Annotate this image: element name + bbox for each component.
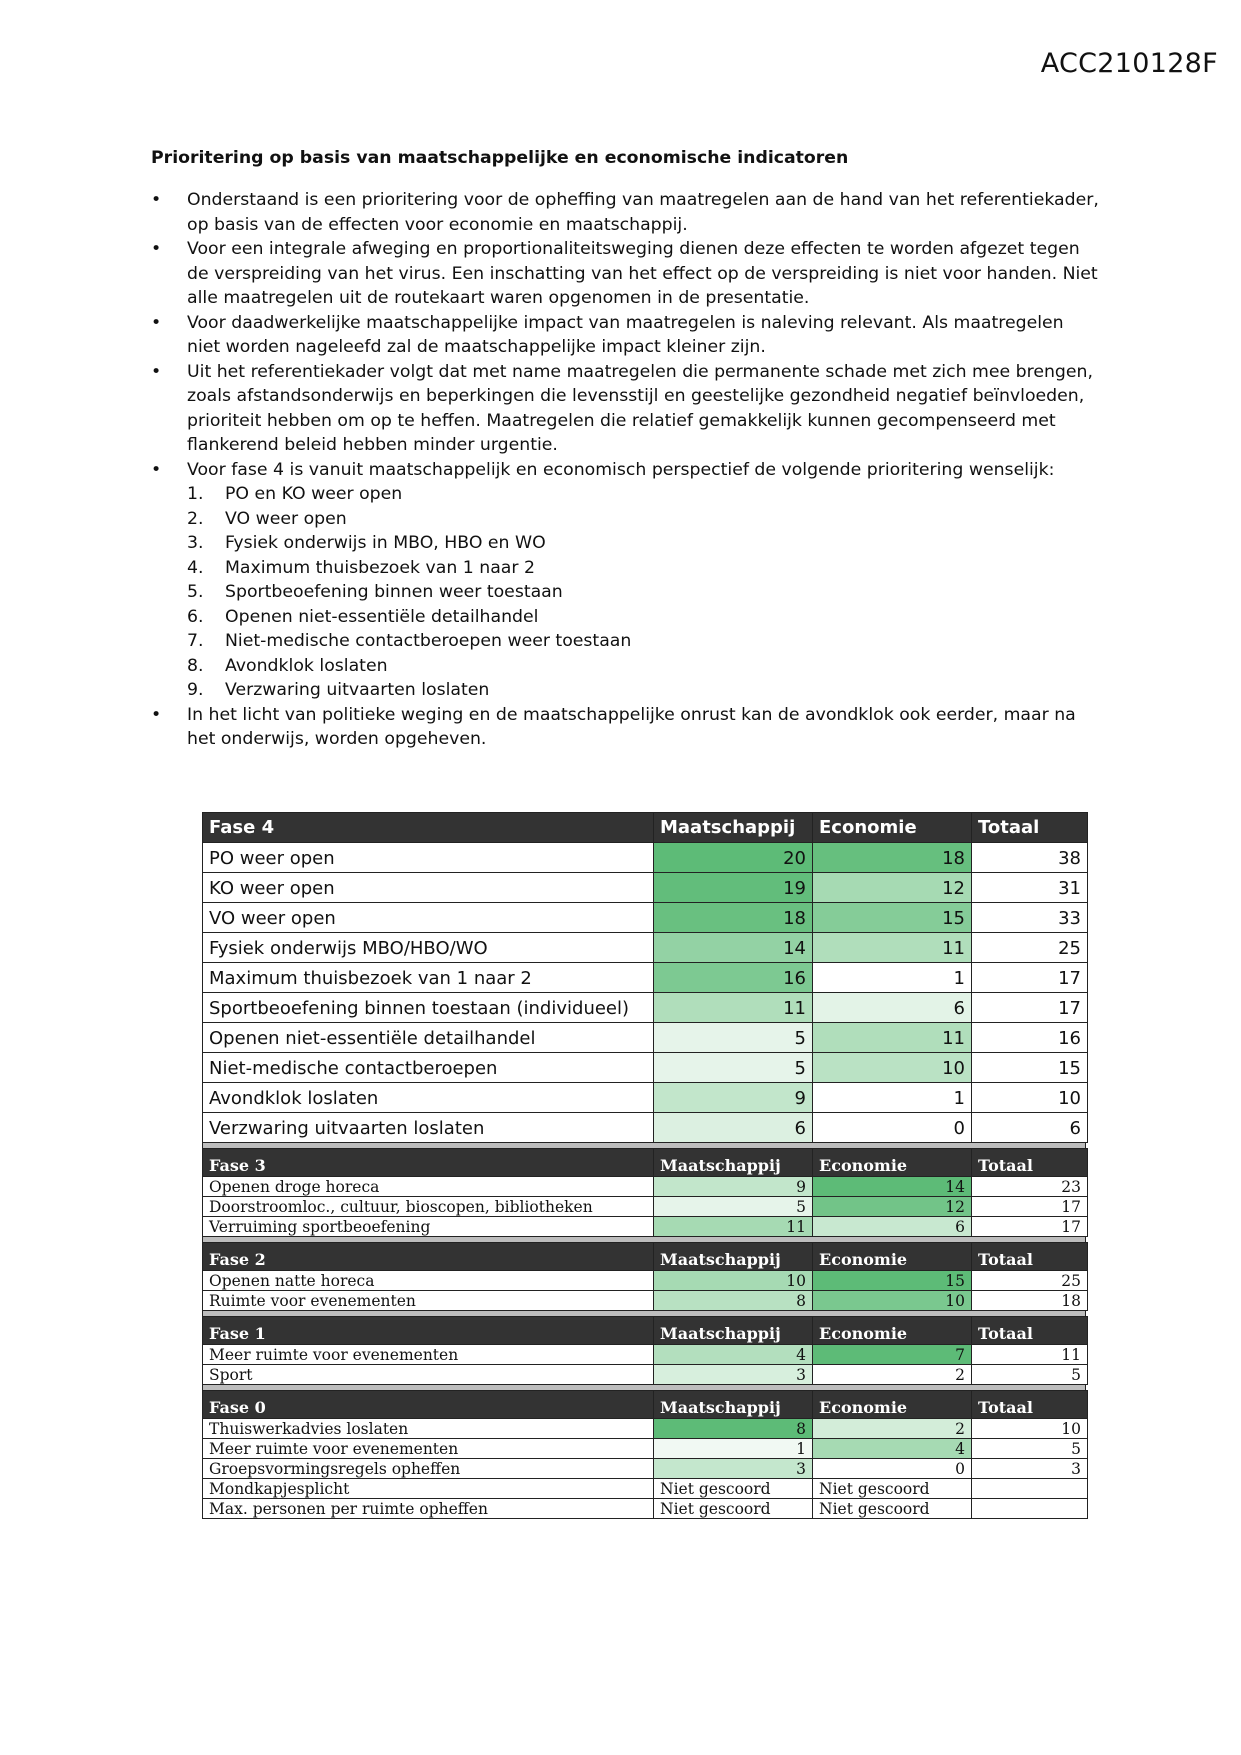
score-totaal: 17: [972, 963, 1088, 993]
score-maatschappij: Niet gescoord: [654, 1499, 813, 1519]
score-maatschappij: 9: [654, 1083, 813, 1113]
score-economie: 4: [813, 1439, 972, 1459]
priority-text: PO en KO weer open: [225, 484, 403, 504]
score-totaal: 38: [972, 843, 1088, 873]
table-header-row: [203, 1391, 1088, 1419]
measure-label: Openen droge horeca: [203, 1177, 654, 1197]
score-totaal: 5: [972, 1439, 1088, 1459]
score-economie: 14: [813, 1177, 972, 1197]
table-row: [203, 1217, 1088, 1237]
table-fase-2: [202, 1242, 1088, 1311]
score-economie: 1: [813, 1083, 972, 1113]
score-maatschappij: 9: [654, 1177, 813, 1197]
score-economie: 0: [813, 1459, 972, 1479]
phase-header: Fase 1: [203, 1317, 654, 1345]
measure-label: Doorstroomloc., cultuur, bioscopen, bibliotheken: [203, 1197, 654, 1217]
table-row: [203, 993, 1088, 1023]
priority-number: 8.: [187, 655, 204, 676]
table-row: [203, 1479, 1088, 1499]
priority-number: 2.: [187, 508, 204, 529]
score-economie: 2: [813, 1365, 972, 1385]
column-header: Economie: [813, 1243, 972, 1271]
measure-label: Niet-medische contactberoepen: [203, 1053, 654, 1083]
table-row: [203, 1271, 1088, 1291]
measure-label: Openen natte horeca: [203, 1271, 654, 1291]
table-row: [203, 1023, 1088, 1053]
score-maatschappij: 10: [654, 1271, 813, 1291]
score-maatschappij: 3: [654, 1459, 813, 1479]
priority-text: Verzwaring uitvaarten loslaten: [225, 680, 490, 700]
priority-text: Openen niet-essentiële detailhandel: [225, 606, 539, 627]
score-maatschappij: 18: [654, 903, 813, 933]
score-maatschappij: 3: [654, 1365, 813, 1385]
score-maatschappij: Niet gescoord: [654, 1479, 813, 1499]
table-row: [203, 843, 1088, 873]
phase-header: Fase 2: [203, 1243, 654, 1271]
priority-number: 3.: [187, 533, 204, 553]
measure-label: Avondklok loslaten: [203, 1083, 654, 1113]
measure-label: Thuiswerkadvies loslaten: [203, 1419, 654, 1439]
score-maatschappij: 4: [654, 1345, 813, 1365]
document-body: [151, 148, 1101, 752]
priority-text: Avondklok loslaten: [225, 655, 388, 676]
score-totaal: 3: [972, 1459, 1088, 1479]
bullet-list: [151, 188, 1101, 752]
score-totaal: 15: [972, 1053, 1088, 1083]
table-header-row: [203, 1149, 1088, 1177]
score-totaal: 17: [972, 993, 1088, 1023]
score-totaal: 25: [972, 933, 1088, 963]
priority-item: [187, 605, 1101, 630]
table-row: [203, 1177, 1088, 1197]
priority-item: [187, 654, 1101, 679]
priority-number: 7.: [187, 631, 204, 651]
score-totaal: 33: [972, 903, 1088, 933]
score-economie: 1: [813, 963, 972, 993]
table-header-row: [203, 1317, 1088, 1345]
column-header: Economie: [813, 1149, 972, 1177]
measure-label: Meer ruimte voor evenementen: [203, 1439, 654, 1459]
phase-header: Fase 4: [203, 813, 654, 843]
phase-header: Fase 3: [203, 1149, 654, 1177]
table-header-row: [203, 813, 1088, 843]
column-header: Economie: [813, 1317, 972, 1345]
priority-item: [187, 556, 1101, 581]
table-row: [203, 1083, 1088, 1113]
priority-item: [187, 580, 1101, 605]
bullet-item: • Uit het referentiekader volgt dat met name maatregelen die permanente schade met zich mee brengen, zoals afstandsonderwijs en beperkingen die levensstijl en geestelijke gezondheid negatief beïnvloeden, prioriteit hebben om op te heffen. Maatregelen die relatief gemakkelijk kunnen gecompenseerd met flankerend beleid hebben minder urgentie.: [151, 360, 1101, 458]
score-economie: 6: [813, 1217, 972, 1237]
table-fase-3: [202, 1148, 1088, 1237]
score-totaal: 25: [972, 1271, 1088, 1291]
score-economie: 12: [813, 1197, 972, 1217]
bullet-item: • Voor een integrale afweging en proportionaliteitsweging dienen deze effecten te worden afgezet tegen de verspreiding van het virus. Een inschatting van het effect op de verspreiding is niet voor handen. Niet alle maatregelen uit de routekaart waren opgenomen in de presentatie.: [151, 237, 1101, 311]
measure-label: Fysiek onderwijs MBO/HBO/WO: [203, 933, 654, 963]
score-economie: 0: [813, 1113, 972, 1143]
column-header: Totaal: [972, 813, 1088, 843]
column-header: Totaal: [972, 1149, 1088, 1177]
measure-label: Sport: [203, 1365, 654, 1385]
table-row: [203, 903, 1088, 933]
bullet-item: [151, 458, 1101, 703]
measure-label: Mondkapjesplicht: [203, 1479, 654, 1499]
score-economie: 18: [813, 843, 972, 873]
table-row: [203, 1291, 1088, 1311]
bullet-item-text: Voor fase 4 is vanuit maatschappelijk en economisch perspectief de volgende prioritering wenselijk:: [187, 459, 1055, 480]
score-maatschappij: 14: [654, 933, 813, 963]
score-totaal: [972, 1479, 1088, 1499]
score-totaal: 5: [972, 1365, 1088, 1385]
score-economie: 6: [813, 993, 972, 1023]
column-header: Maatschappij: [654, 1391, 813, 1419]
table-row: [203, 1365, 1088, 1385]
score-tables: [202, 812, 1087, 1519]
score-totaal: 17: [972, 1197, 1088, 1217]
score-maatschappij: 6: [654, 1113, 813, 1143]
column-header: Economie: [813, 813, 972, 843]
priority-item: [187, 482, 1101, 507]
priority-text: Sportbeoefening binnen weer toestaan: [225, 582, 563, 602]
phase-header: Fase 0: [203, 1391, 654, 1419]
score-totaal: 6: [972, 1113, 1088, 1143]
priority-text: VO weer open: [225, 508, 347, 529]
score-economie: 7: [813, 1345, 972, 1365]
priority-number: 9.: [187, 680, 204, 700]
score-maatschappij: 5: [654, 1197, 813, 1217]
column-header: Maatschappij: [654, 1149, 813, 1177]
column-header: Totaal: [972, 1243, 1088, 1271]
priority-number: 1.: [187, 484, 204, 504]
score-maatschappij: 5: [654, 1023, 813, 1053]
table-fase-4: [202, 812, 1088, 1143]
measure-label: Verzwaring uitvaarten loslaten: [203, 1113, 654, 1143]
priority-number: 6.: [187, 606, 204, 627]
score-totaal: 17: [972, 1217, 1088, 1237]
priority-number: 5.: [187, 582, 204, 602]
table-row: [203, 1439, 1088, 1459]
priority-text: Fysiek onderwijs in MBO, HBO en WO: [225, 533, 546, 553]
measure-label: VO weer open: [203, 903, 654, 933]
score-maatschappij: 19: [654, 873, 813, 903]
score-maatschappij: 8: [654, 1419, 813, 1439]
score-totaal: 10: [972, 1083, 1088, 1113]
table-row: [203, 1459, 1088, 1479]
priority-text: Maximum thuisbezoek van 1 naar 2: [225, 557, 535, 578]
score-totaal: 11: [972, 1345, 1088, 1365]
score-totaal: 18: [972, 1291, 1088, 1311]
column-header: Totaal: [972, 1391, 1088, 1419]
score-totaal: [972, 1499, 1088, 1519]
table-row: [203, 963, 1088, 993]
measure-label: Sportbeoefening binnen toestaan (individueel): [203, 993, 654, 1023]
column-header: Maatschappij: [654, 1317, 813, 1345]
score-maatschappij: 11: [654, 1217, 813, 1237]
priority-text: Niet-medische contactberoepen weer toestaan: [225, 631, 632, 651]
priority-item: [187, 531, 1101, 556]
table-row: [203, 1113, 1088, 1143]
score-economie: 12: [813, 873, 972, 903]
priority-list: [187, 482, 1101, 703]
bullet-item: • Voor daadwerkelijke maatschappelijke impact van maatregelen is naleving relevant. Als maatregelen niet worden nageleefd zal de maatschappelijke impact kleiner zijn.: [151, 311, 1101, 360]
priority-item: [187, 629, 1101, 654]
score-maatschappij: 5: [654, 1053, 813, 1083]
bullet-item: • In het licht van politieke weging en de maatschappelijke onrust kan de avondklok ook eerder, maar na het onderwijs, worden opgeheven.: [151, 703, 1101, 752]
measure-label: Verruiming sportbeoefening: [203, 1217, 654, 1237]
measure-label: PO weer open: [203, 843, 654, 873]
table-row: [203, 1499, 1088, 1519]
score-economie: 15: [813, 903, 972, 933]
column-header: Maatschappij: [654, 1243, 813, 1271]
score-maatschappij: 11: [654, 993, 813, 1023]
column-header: Totaal: [972, 1317, 1088, 1345]
score-maatschappij: 8: [654, 1291, 813, 1311]
table-header-row: [203, 1243, 1088, 1271]
table-row: [203, 1345, 1088, 1365]
priority-number: 4.: [187, 557, 204, 578]
score-totaal: 31: [972, 873, 1088, 903]
section-title: Prioritering op basis van maatschappelijke en economische indicatoren: [151, 148, 849, 168]
score-economie: 11: [813, 1023, 972, 1053]
table-row: [203, 933, 1088, 963]
measure-label: Max. personen per ruimte opheffen: [203, 1499, 654, 1519]
measure-label: KO weer open: [203, 873, 654, 903]
score-economie: Niet gescoord: [813, 1499, 972, 1519]
score-totaal: 10: [972, 1419, 1088, 1439]
measure-label: Ruimte voor evenementen: [203, 1291, 654, 1311]
table-row: [203, 1053, 1088, 1083]
score-economie: 15: [813, 1271, 972, 1291]
table-row: [203, 1197, 1088, 1217]
score-economie: 2: [813, 1419, 972, 1439]
table-row: [203, 1419, 1088, 1439]
column-header: Maatschappij: [654, 813, 813, 843]
priority-item: [187, 678, 1101, 703]
score-economie: 10: [813, 1291, 972, 1311]
measure-label: Maximum thuisbezoek van 1 naar 2: [203, 963, 654, 993]
measure-label: Meer ruimte voor evenementen: [203, 1345, 654, 1365]
priority-item: [187, 507, 1101, 532]
column-header: Economie: [813, 1391, 972, 1419]
table-fase-0: [202, 1390, 1088, 1519]
table-row: [203, 873, 1088, 903]
table-fase-1: [202, 1316, 1088, 1385]
score-maatschappij: 20: [654, 843, 813, 873]
measure-label: Openen niet-essentiële detailhandel: [203, 1023, 654, 1053]
score-economie: Niet gescoord: [813, 1479, 972, 1499]
bullet-item: • Onderstaand is een prioritering voor de opheffing van maatregelen aan de hand van het referentiekader, op basis van de effecten voor economie en maatschappij.: [151, 188, 1101, 237]
score-totaal: 23: [972, 1177, 1088, 1197]
score-economie: 10: [813, 1053, 972, 1083]
measure-label: Groepsvormingsregels opheffen: [203, 1459, 654, 1479]
score-maatschappij: 1: [654, 1439, 813, 1459]
score-maatschappij: 16: [654, 963, 813, 993]
score-totaal: 16: [972, 1023, 1088, 1053]
document-id: ACC210128F: [1040, 48, 1218, 79]
score-economie: 11: [813, 933, 972, 963]
